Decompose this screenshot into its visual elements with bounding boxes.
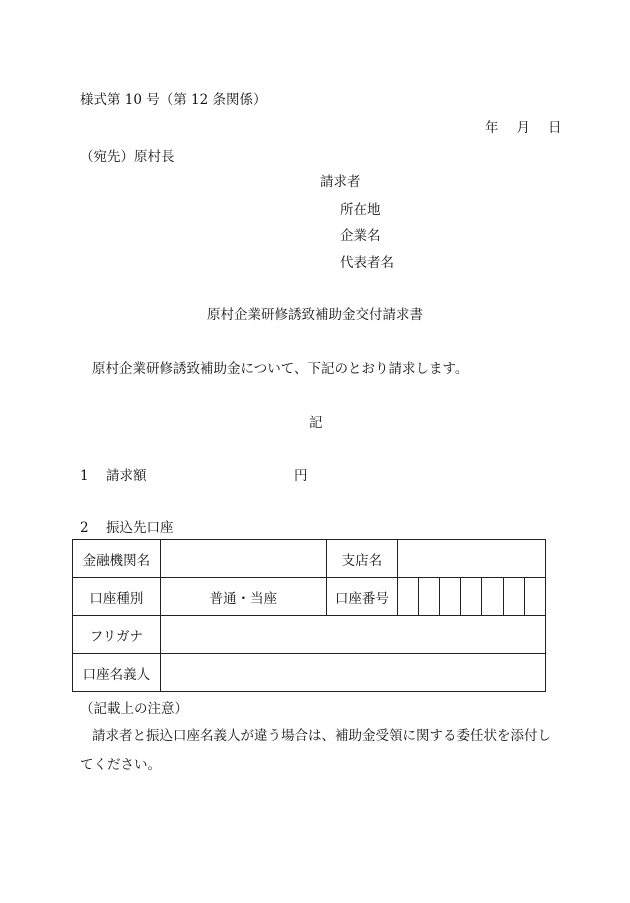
requester-label: 請求者 [320, 174, 361, 190]
holder-input[interactable] [160, 654, 545, 692]
notes-line-1: 請求者と振込口座名義人が違う場合は、補助金受領に関する委任状を添付し [92, 728, 551, 744]
item1-number: 1 [80, 468, 89, 484]
table-row [73, 540, 546, 578]
holder-label: 口座名義人 [73, 654, 161, 692]
date-year: 年 [485, 120, 499, 136]
table-row [73, 654, 546, 692]
account-digit-1[interactable] [397, 578, 418, 616]
furigana-input[interactable] [160, 616, 545, 654]
account-digit-6[interactable] [503, 578, 524, 616]
furigana-label: フリガナ [73, 616, 161, 654]
requester-company-label: 企業名 [340, 228, 381, 244]
account-digit-2[interactable] [418, 578, 439, 616]
account-digit-4[interactable] [461, 578, 482, 616]
account-digit-7[interactable] [524, 578, 545, 616]
account-type-label: 口座種別 [73, 578, 161, 616]
institution-label: 金融機関名 [73, 540, 161, 578]
requester-representative-label: 代表者名 [340, 255, 394, 271]
body-text: 原村企業研修誘致補助金について、下記のとおり請求します。 [92, 361, 469, 377]
ki-heading: 記 [309, 415, 323, 431]
account-number-label: 口座番号 [327, 578, 398, 616]
requester-address-label: 所在地 [340, 202, 381, 218]
bank-account-table [72, 539, 546, 692]
table-row [73, 578, 546, 616]
date-month: 月 [516, 120, 530, 136]
item1-label: 請求額 [106, 468, 147, 484]
item1-unit: 円 [294, 468, 308, 484]
item2-label: 振込先口座 [106, 520, 174, 536]
addressee: （宛先）原村長 [80, 149, 175, 165]
document-title: 原村企業研修誘致補助金交付請求書 [207, 307, 423, 323]
item2-number: 2 [80, 520, 89, 536]
notes-heading: （記載上の注意） [80, 701, 188, 717]
branch-label: 支店名 [327, 540, 398, 578]
date-day: 日 [548, 120, 562, 136]
form-number: 様式第 10 号（第 12 条関係） [80, 92, 267, 108]
account-digit-3[interactable] [440, 578, 461, 616]
notes-line-2: てください。 [80, 757, 161, 773]
branch-input[interactable] [397, 540, 545, 578]
date-line [485, 122, 562, 136]
institution-input[interactable] [160, 540, 326, 578]
account-type-value[interactable]: 普通・当座 [160, 578, 326, 616]
account-digit-5[interactable] [482, 578, 503, 616]
table-row [73, 616, 546, 654]
